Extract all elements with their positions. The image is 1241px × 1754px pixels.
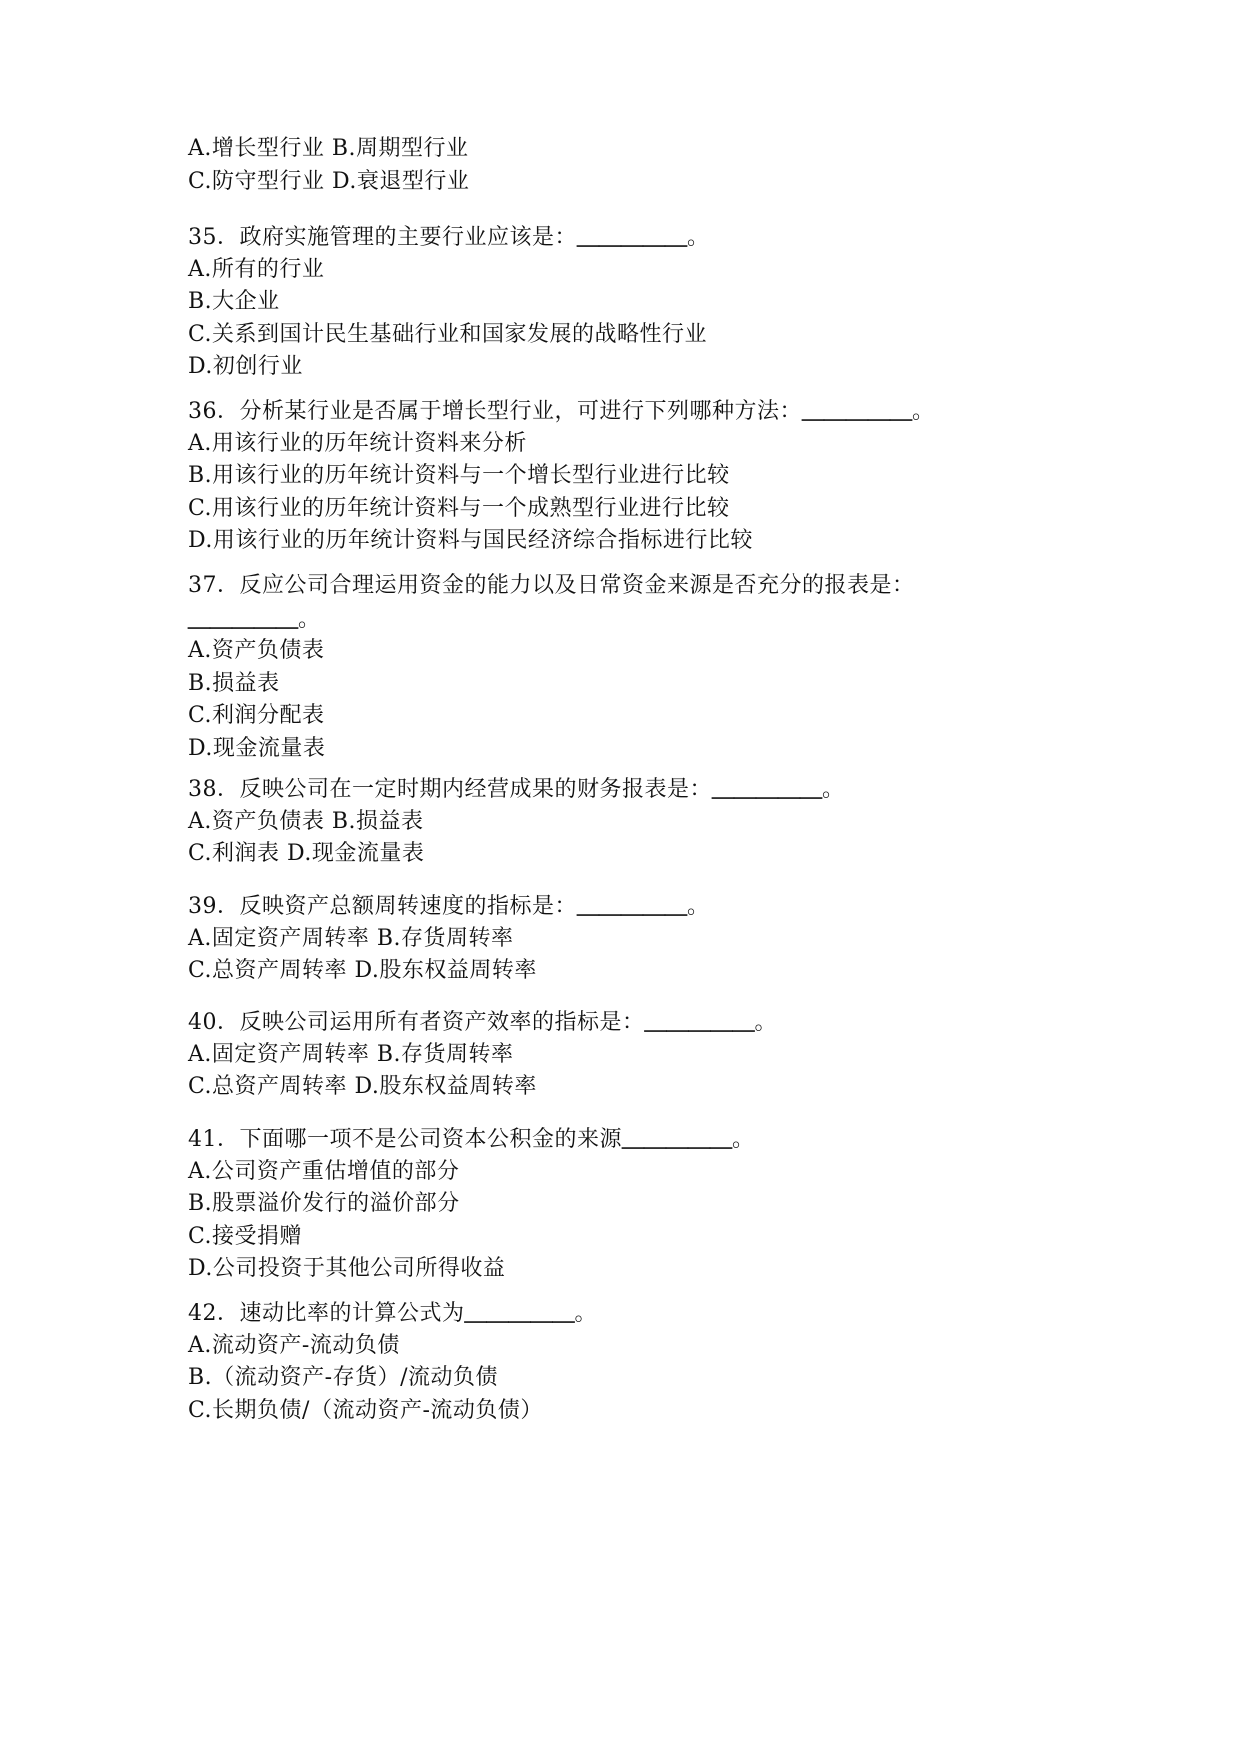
question-41 <box>188 1123 1088 1286</box>
question-text: 35．政府实施管理的主要行业应该是：＿＿＿＿＿。 <box>188 221 1088 254</box>
option-line: C.总资产周转率 D.股东权益周转率 <box>188 1074 537 1099</box>
option-c: C.利润分配表 <box>188 703 325 728</box>
option-d: D.现金流量表 <box>188 735 326 761</box>
option-a: A.资产负债表 <box>188 638 325 663</box>
question-38 <box>188 773 1088 871</box>
option-c: C.关系到国计民生基础行业和国家发展的战略性行业 <box>188 321 708 347</box>
option-d: D.初创行业 <box>188 354 303 379</box>
option-c: C.长期负债/（流动资产-流动负债） <box>188 1397 543 1423</box>
question-35 <box>188 221 1088 384</box>
question-42 <box>188 1297 1088 1427</box>
option-b: B.损益表 <box>188 670 280 696</box>
question-text: 38．反映公司在一定时期内经营成果的财务报表是：＿＿＿＿＿。 <box>188 773 1088 806</box>
option-line: A.固定资产周转率 B.存货周转率 <box>188 1041 514 1067</box>
question-40 <box>188 1006 1088 1104</box>
option-line: A.资产负债表 B.损益表 <box>188 808 424 834</box>
question-text: 42．速动比率的计算公式为＿＿＿＿＿。 <box>188 1297 1088 1330</box>
option-c: C.接受捐赠 <box>188 1223 303 1249</box>
answer-blank: ＿＿＿＿＿ <box>188 605 299 632</box>
option-d: D.公司投资于其他公司所得收益 <box>188 1256 506 1281</box>
answer-blank: ＿＿＿＿＿ <box>644 1009 755 1035</box>
option-d: D.用该行业的历年统计资料与国民经济综合指标进行比较 <box>188 528 753 553</box>
question-37 <box>188 570 1088 765</box>
question-36 <box>188 395 1088 558</box>
option-line: C.防守型行业 D.衰退型行业 <box>188 168 470 194</box>
option-b: B.大企业 <box>188 289 280 314</box>
question-text: 36．分析某行业是否属于增长型行业，可进行下列哪种方法：＿＿＿＿＿。 <box>188 395 1088 428</box>
answer-blank: ＿＿＿＿＿ <box>802 398 913 424</box>
question-text-continued: ＿＿＿＿＿。 <box>188 603 1088 636</box>
option-a: A.所有的行业 <box>188 256 325 282</box>
option-line: A.增长型行业 B.周期型行业 <box>188 136 469 161</box>
option-b: B.（流动资产-存货）/流动负债 <box>188 1365 499 1390</box>
q34-options <box>188 133 1088 198</box>
answer-blank: ＿＿＿＿＿ <box>464 1300 575 1326</box>
option-line: A.固定资产周转率 B.存货周转率 <box>188 925 514 951</box>
option-b: B.用该行业的历年统计资料与一个增长型行业进行比较 <box>188 463 730 488</box>
option-a: A.用该行业的历年统计资料来分析 <box>188 430 527 456</box>
question-text: 37．反应公司合理运用资金的能力以及日常资金来源是否充分的报表是： <box>188 573 915 598</box>
option-a: A.流动资产-流动负债 <box>188 1332 400 1358</box>
answer-blank: ＿＿＿＿＿ <box>712 776 823 802</box>
answer-blank: ＿＿＿＿＿ <box>577 224 688 250</box>
question-text: 41．下面哪一项不是公司资本公积金的来源＿＿＿＿＿。 <box>188 1123 1088 1156</box>
question-39 <box>188 890 1088 988</box>
option-a: A.公司资产重估增值的部分 <box>188 1158 460 1184</box>
option-b: B.股票溢价发行的溢价部分 <box>188 1191 460 1216</box>
option-line: C.利润表 D.现金流量表 <box>188 841 425 866</box>
question-text: 40．反映公司运用所有者资产效率的指标是：＿＿＿＿＿。 <box>188 1006 1088 1039</box>
option-line: C.总资产周转率 D.股东权益周转率 <box>188 958 537 983</box>
answer-blank: ＿＿＿＿＿ <box>622 1126 733 1152</box>
question-text: 39．反映资产总额周转速度的指标是：＿＿＿＿＿。 <box>188 890 1088 923</box>
answer-blank: ＿＿＿＿＿ <box>577 893 688 919</box>
option-c: C.用该行业的历年统计资料与一个成熟型行业进行比较 <box>188 495 730 521</box>
